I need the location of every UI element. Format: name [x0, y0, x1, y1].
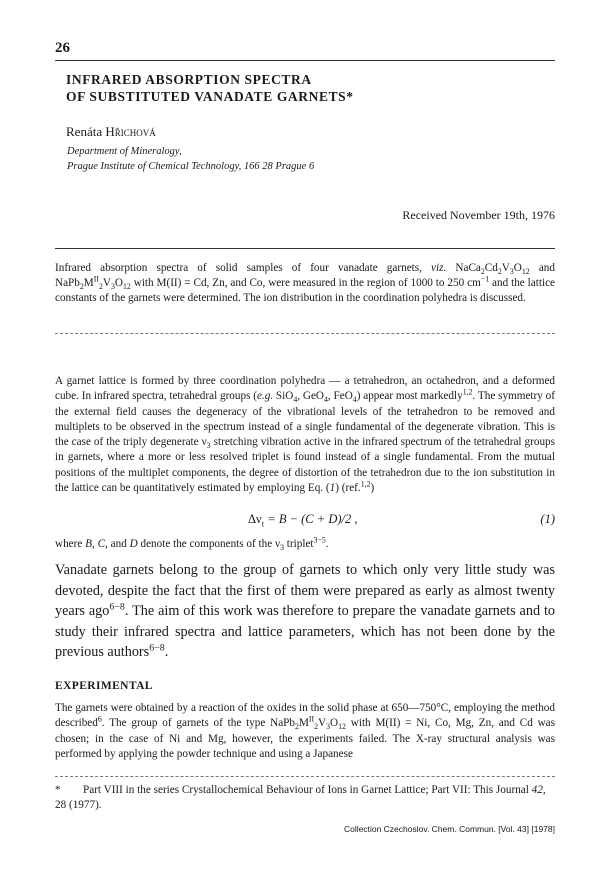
section-heading-experimental: EXPERIMENTAL	[55, 680, 153, 692]
affiliation-line-2: Prague Institute of Chemical Technology, 166 28 Prague 6	[67, 161, 315, 172]
abstract-bottom-rule	[55, 333, 555, 334]
article-title	[66, 71, 354, 105]
affiliation-line-1: Department of Mineralogy,	[67, 146, 182, 157]
author-given-name: Renáta	[66, 124, 103, 139]
received-date: Received November 19th, 1976	[402, 208, 555, 222]
footnote: * Part VIII in the series Crystallochemical Behaviour of Ions in Garnet Lattice; Part VII: This Journal 42, 28 (1977).	[55, 784, 546, 811]
paragraph-aim: Vanadate garnets belong to the group of garnets to which only very little study was devoted, despite the fact that the first of them were prepared as early as almost twenty years ago$^{6-8}$. The aim of this work was therefore to prepare the vanadate garnets and to study their infrared spectra and lattice parameters, which has not been done by the previous authors$^{6-8}$.	[55, 562, 556, 660]
header-rule	[55, 60, 555, 61]
equation-number: (1)	[540, 512, 555, 526]
affiliation	[67, 144, 314, 174]
abstract: Infrared absorption spectra of solid samples of four vanadate garnets, viz. $NaCa_2Cd_2V_3O_{12}$ and $NaPb_2M^{II}_2V_3O_{12}$ with M(II) = Cd, Zn, and Co, were measured in the region of 1000 to 250 $cm^{-1}$ and the lattice constants of the garnets were determined. The ion distribution in the coordination polyhedra is discussed.	[55, 262, 555, 304]
journal-footer: Collection Czechoslov. Chem. Commun. [Vol. 43] [1978]	[343, 824, 555, 834]
equation-explanation: where B, C, and D denote the components of the $\nu_3$ triplet$^{3-5}$.	[55, 535, 329, 553]
footnote-marker: *	[55, 784, 61, 796]
paragraph-introduction: A garnet lattice is formed by three coordination polyhedra — a tetrahedron, an octahedron, and a deformed cube. In infrared spectra, tetrahedral groups (e.g. SiO$_4$, GeO$_4$, FeO$_4$) appear most markedly$^{1,2}$. The symmetry of the external field causes the degeneracy of the vibrational levels of the tetrahedron to be removed and multiplets to be observed in the spectrum instead of a single fundamental of the degenerate vibration. This is the case of the triply degenerate $\nu_3$ stretching vibration active in the infrared spectrum of the tetrahedral groups in garnets, where a more or less resolved triplet is found instead of a single fundamental. From the mutual positions of the multiplet components, the degree of distortion of the tetrahedron due to the ion substitution in the lattice can be quantitatively estimated by employing Eq. (1) (ref.$^{1,2}$)	[55, 375, 555, 495]
footnote-rule	[55, 776, 555, 777]
abstract-top-rule	[55, 248, 555, 249]
page-number: 26	[55, 40, 70, 56]
title-line-1: INFRARED ABSORPTION SPECTRA	[66, 72, 312, 87]
author-name	[66, 124, 156, 140]
author-family-name: Hřichová	[105, 124, 156, 139]
title-line-2: OF SUBSTITUTED VANADATE GARNETS*	[66, 89, 354, 104]
equation-body: $\Delta\nu_t = B - (C + D)/2$ ,	[248, 512, 358, 529]
paragraph-experimental: The garnets were obtained by a reaction of the oxides in the solid phase at 650—750°C, employing the method described$^6$. The group of garnets of the type $NaPb_2M^{II}_2V_3O_{12}$ with M(II) = Ni, Co, Mg, Zn, and Cd was chosen; in the case of Ni and Mg, however, the experiments failed. The X-ray structural analysis was performed by applying the powder technique and using a Japanese	[55, 702, 556, 760]
